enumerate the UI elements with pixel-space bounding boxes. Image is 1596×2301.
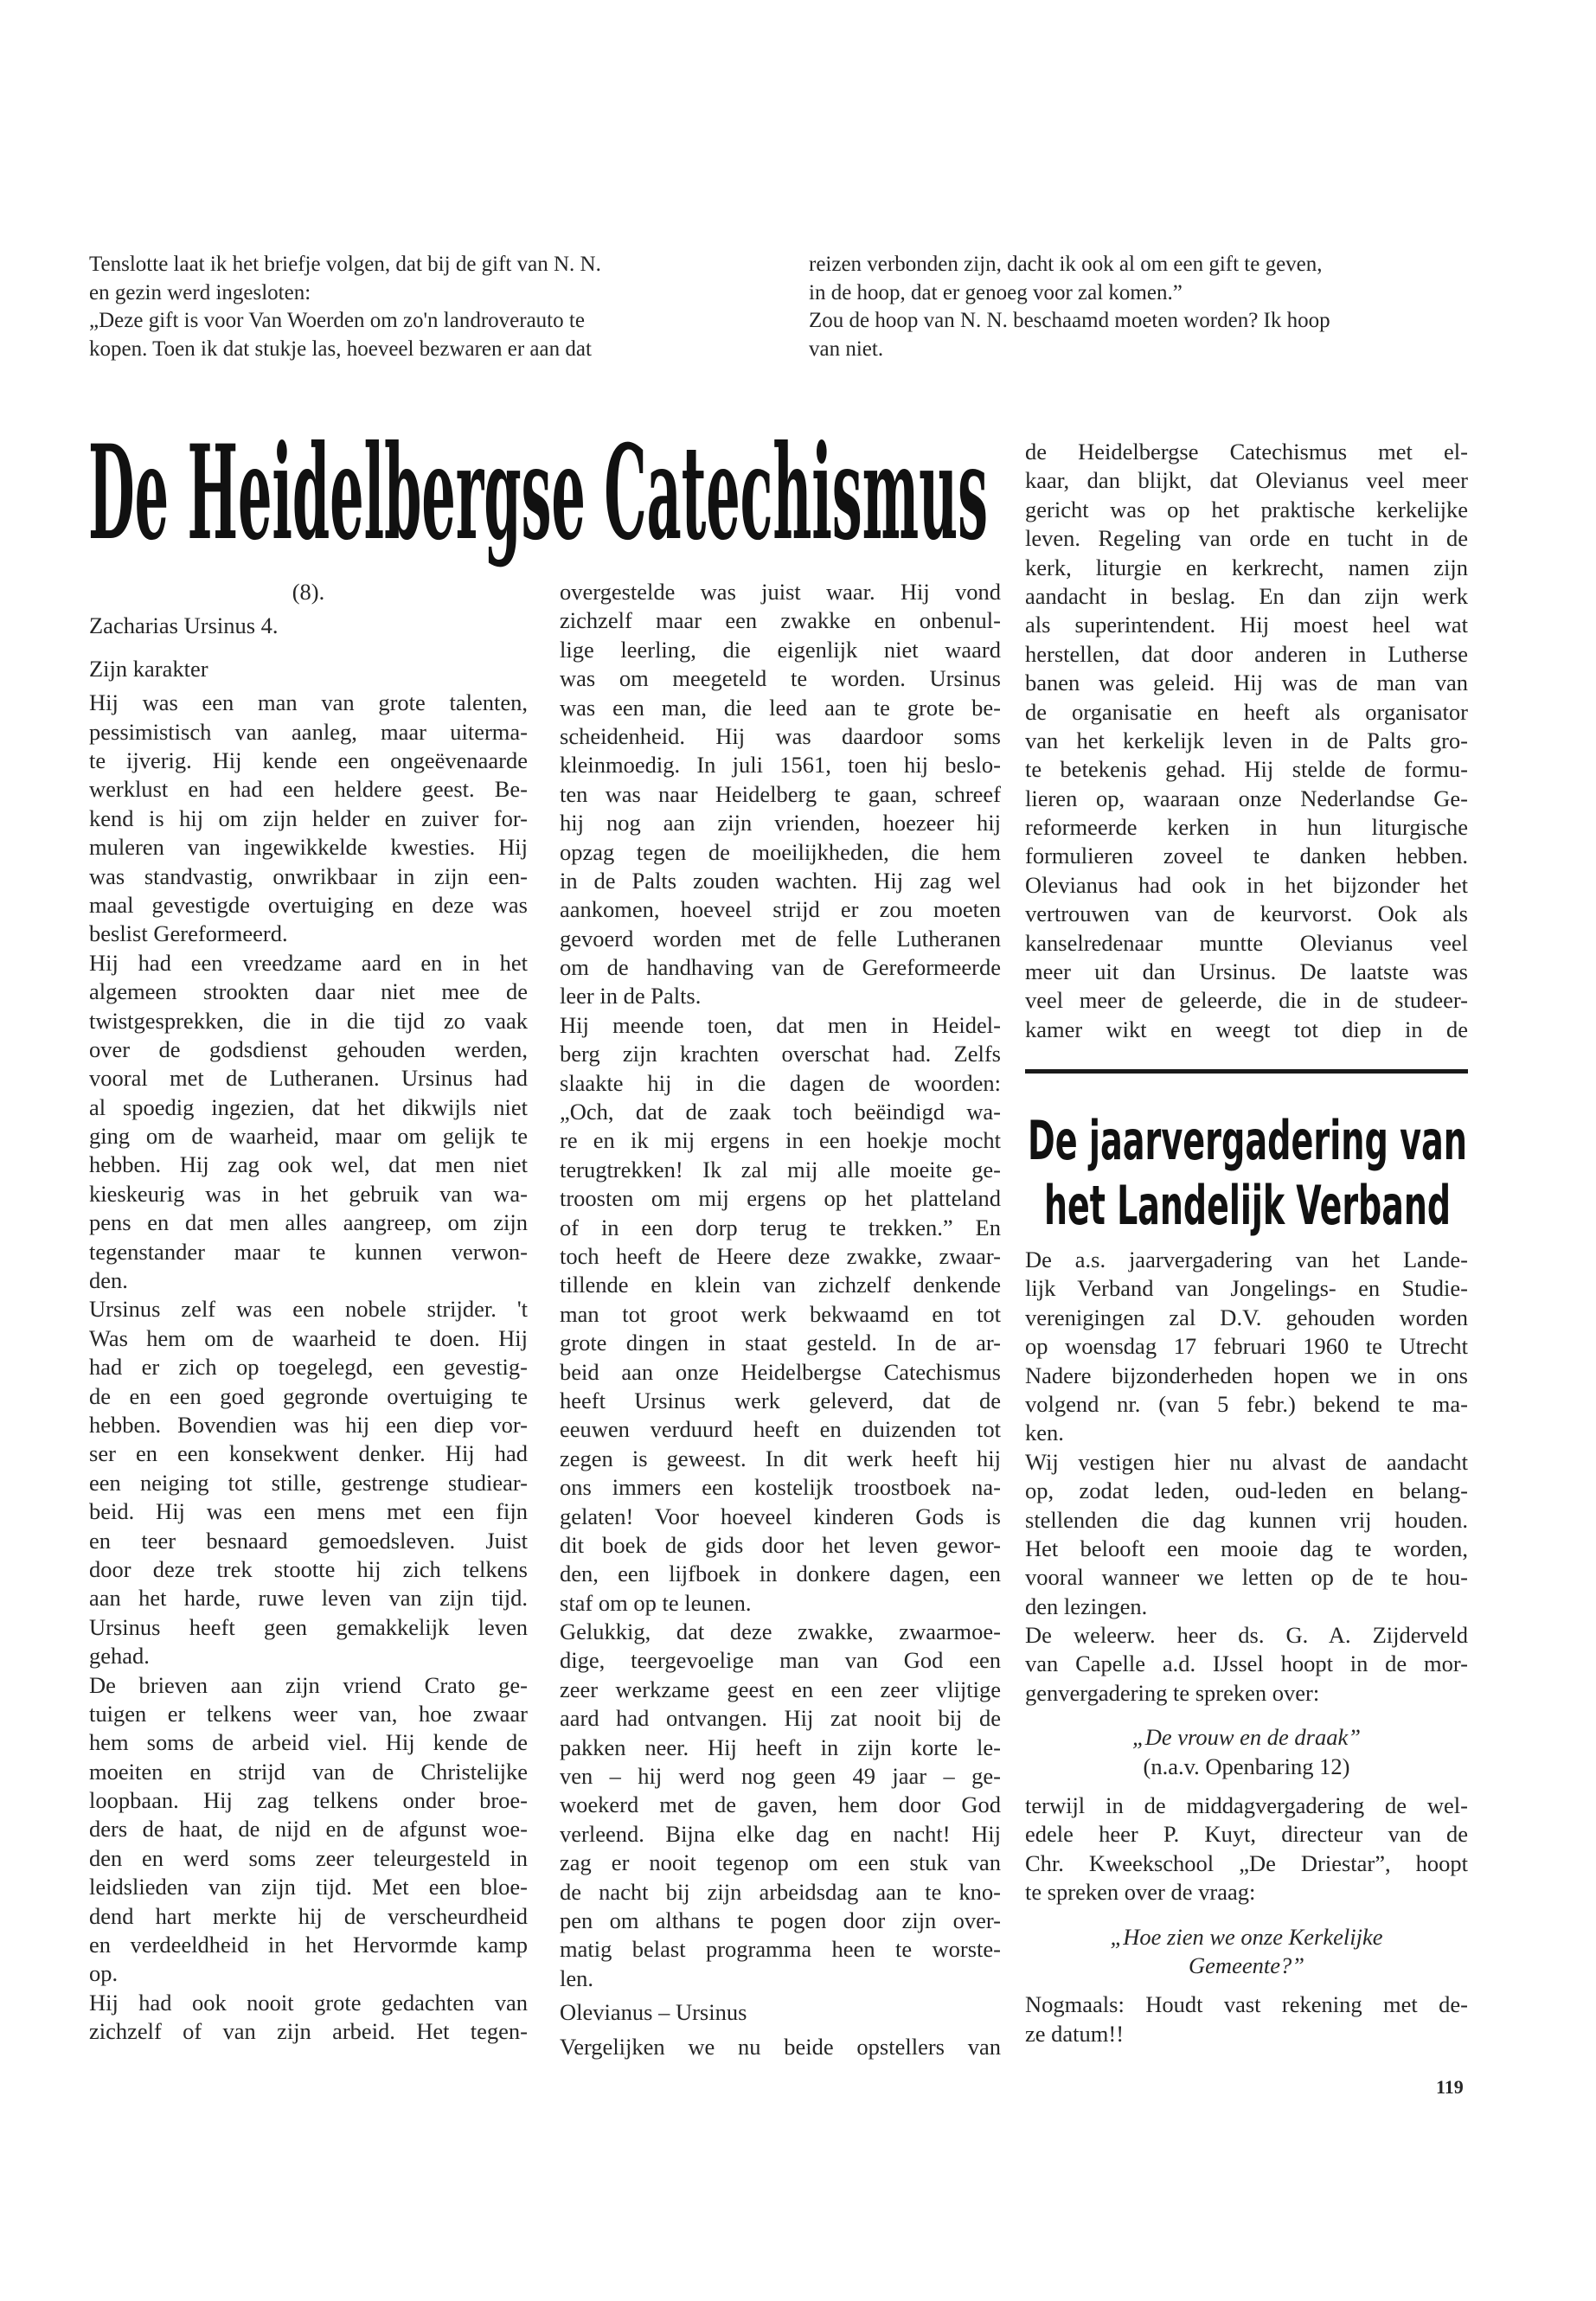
text-line: toch heeft de Heere deze zwakke, zwaar- <box>560 1242 1001 1269</box>
announcement-body <box>1025 1246 1468 2048</box>
subheading: Zacharias Ursinus 4. <box>89 612 279 639</box>
text-line: Het belooft een mooie dag te worden, <box>1025 1535 1468 1561</box>
text-line: zag er nooit tegenop om een stuk van <box>560 1849 1001 1876</box>
paragraph <box>1025 1246 1468 1448</box>
text-line: pakken neer. Hij heeft in zijn korte le- <box>560 1734 1001 1760</box>
text-line: moeiten en strijd van de Christelijke <box>89 1758 528 1785</box>
text-line: berg zijn krachten overschat had. Zelfs <box>560 1041 1001 1067</box>
text-line: terwijl in de middagvergadering de wel- <box>1025 1792 1468 1819</box>
text-line: vertrouwen van de keurvorst. Ook als <box>1025 901 1468 927</box>
text-line: verenigingen zal D.V. gehouden worden <box>1025 1304 1468 1330</box>
text-line: Ursinus zelf was een nobele strijder. 't <box>89 1296 528 1323</box>
announcement-title-line-1: De jaarvergadering van <box>1028 1109 1467 1172</box>
text-line: Gelukkig, dat deze zwakke, zwaarmoe- <box>560 1618 1001 1645</box>
article-column-1 <box>89 578 528 2047</box>
subheading: Olevianus – Ursinus <box>560 1999 747 2026</box>
text-line: Wij vestigen hier nu alvast de aandacht <box>1025 1448 1468 1475</box>
text-line: len. <box>560 1965 593 1991</box>
text-line: De brieven aan zijn vriend Crato ge- <box>89 1671 528 1698</box>
text-line: Olevianus had ook in het bijzonder het <box>1025 871 1468 898</box>
text-line: muleren van ingewikkelde kwesties. Hij <box>89 834 528 861</box>
text-line: reizen verbonden zijn, dacht ik ook al om een gift te geven, <box>809 253 1323 276</box>
text-line: aandacht in beslag. En dan zijn werk <box>1025 582 1468 609</box>
text-line: Chr. Kweekschool „De Driestar”, hoopt <box>1025 1849 1468 1876</box>
text-line: scheidenheid. Hij was daardoor soms <box>560 722 1001 749</box>
centered-line: Gemeente?” <box>1189 1952 1304 1979</box>
text-line: vooral met de Lutheranen. Ursinus had <box>89 1065 528 1092</box>
text-line: staf om op te leunen. <box>560 1589 752 1616</box>
centered-line: „De vrouw en de draak” <box>1132 1724 1361 1751</box>
paragraph <box>560 1618 1001 1993</box>
text-line: lieren op, waaraan onze Nederlandse Ge- <box>1025 785 1468 811</box>
text-line: beid aan onze Heidelbergse Catechismus <box>560 1358 1001 1385</box>
text-line: dit boek de gids door het leven gewor- <box>560 1531 1001 1558</box>
text-line: grote dingen in staat gesteld. In de ar- <box>560 1330 1001 1356</box>
text-line: Hij was een man van grote talenten, <box>89 689 528 716</box>
paragraph <box>89 949 528 1296</box>
text-line: hem soms de arbeid viel. Hij kende de <box>89 1729 528 1756</box>
text-line: Zou de hoop van N. N. beschaamd moeten worden? Ik hoop <box>809 309 1330 332</box>
article-title-text: De Heidelbergse Catechismus <box>88 424 988 569</box>
subheading: Zijn karakter <box>89 655 208 682</box>
text-line: werklust en had een heldere geest. Be- <box>89 776 528 803</box>
text-line: pens en dat men alles aangreep, om zijn <box>89 1209 528 1236</box>
text-line: aan het harde, ruwe leven van zijn tijd. <box>89 1585 528 1612</box>
text-line: lijk Verband van Jongelings- en Studie- <box>1025 1275 1468 1302</box>
text-line: dend hart merkte hij de verscheurdheid <box>89 1902 528 1929</box>
text-line: was een man, die leed aan te grote be- <box>560 694 1001 721</box>
text-line: ken. <box>1025 1420 1064 1446</box>
text-line: zegen is geweest. In dit werk heeft hij <box>560 1445 1001 1471</box>
text-line: „Och, dat de zaak toch beëindigd wa- <box>560 1099 1001 1125</box>
paragraph <box>89 689 528 949</box>
text-line: ons immers een kostelijk troostboek na- <box>560 1474 1001 1501</box>
text-line: aankomen, hoeveel strijd er zou moeten <box>560 896 1001 923</box>
text-line: twistgesprekken, die in die tijd zo vaak <box>89 1007 528 1034</box>
text-line: aard had ontvangen. Hij zat nooit bij de <box>560 1705 1001 1732</box>
paragraph <box>560 2033 1001 2061</box>
paragraph <box>1025 1448 1468 1621</box>
text-line: door deze trek stootte hij zich telkens <box>89 1555 528 1582</box>
text-line: te ijverig. Hij kende een ongeëvenaarde <box>89 747 528 773</box>
text-line: lige leerling, die eigenlijk niet waard <box>560 636 1001 663</box>
paragraph <box>1025 1791 1468 1907</box>
text-line: zeer werkzame geest en een zeer vlijtige <box>560 1676 1001 1702</box>
text-line: op, zodat leden, oud-leden en belang- <box>1025 1477 1468 1504</box>
text-line: de Heidelbergse Catechismus met el- <box>1025 439 1468 465</box>
text-line: om de handhaving van de Gereformeerde <box>560 954 1001 981</box>
text-line: Hij had ook nooit grote gedachten van <box>89 1989 528 2016</box>
text-line: genvergadering te spreken over: <box>1025 1679 1320 1706</box>
text-line: de organisatie en heeft als organisator <box>1025 698 1468 725</box>
text-line: slaakte hij in die dagen de woorden: <box>560 1069 1001 1096</box>
text-line: en verdeeldheid in het Hervormde kamp <box>89 1932 528 1958</box>
centered-line: (n.a.v. Openbaring 12) <box>1143 1753 1350 1779</box>
text-line: had er zich op toegelegd, een gevestig- <box>89 1354 528 1381</box>
text-line: pessimistisch van aanleg, maar uiterma- <box>89 718 528 745</box>
text-line: ser en een konsekwent denker. Hij had <box>89 1440 528 1467</box>
text-line: verleend. Bijna elke dag en nacht! Hij <box>560 1820 1001 1847</box>
paragraph <box>89 1671 528 1989</box>
article-column-3 <box>1025 438 1468 1044</box>
text-line: banen was geleid. Hij was de man van <box>1025 670 1468 696</box>
text-line: ven – hij werd nog geen 49 jaar – ge- <box>560 1763 1001 1790</box>
text-line: Nadere bijzonderheden hopen we in ons <box>1025 1362 1468 1388</box>
text-line: algemeen strookten daar niet mee de <box>89 978 528 1005</box>
announcement-title <box>1025 1099 1471 1241</box>
text-line: kanselredenaar muntte Olevianus veel <box>1025 929 1468 956</box>
text-line: en teer besnaard gemoedsleven. Juist <box>89 1527 528 1554</box>
paragraph <box>1025 1990 1468 2048</box>
text-line: gelaten! Voor hoeveel kinderen Gods is <box>560 1503 1001 1529</box>
section-divider <box>1025 1069 1468 1074</box>
text-line: den. <box>89 1267 128 1294</box>
text-line: zichzelf of van zijn arbeid. Het tegen- <box>89 2018 528 2045</box>
text-line: Hij meende toen, dat men in Heidel- <box>560 1011 1001 1038</box>
text-line: te betekenis gehad. Hij stelde de formu- <box>1025 756 1468 783</box>
text-line: tuigen er telkens weer van, hoe zwaar <box>89 1700 528 1727</box>
paragraph <box>89 1295 528 1670</box>
text-line: Hij had een vreedzame aard en in het <box>89 949 528 976</box>
paragraph <box>1025 1621 1468 1708</box>
paragraph <box>89 1989 528 2047</box>
text-line: edele heer P. Kuyt, directeur van de <box>1025 1821 1468 1848</box>
text-line: meer uit dan Ursinus. De laatste was <box>1025 958 1468 985</box>
text-line: leidslieden van zijn tijd. Met een bloe- <box>89 1874 528 1900</box>
text-line: den, een lijfboek in donkere dagen, een <box>560 1561 1001 1587</box>
text-line: man tot groot werk bekwaamd en tot <box>560 1300 1001 1327</box>
text-line: in de hoop, dat er genoeg voor zal komen.” <box>809 280 1183 304</box>
text-line: hebben. Hij zag ook wel, dat men niet <box>89 1151 528 1178</box>
announcement-title-line-2: het Landelijk Verband <box>1044 1174 1451 1237</box>
text-line: een neiging tot stille, gestrenge studiear- <box>89 1469 528 1496</box>
text-line: in de Palts zouden wachten. Hij zag wel <box>560 867 1001 894</box>
text-line: kleinmoedig. In juli 1561, toen hij beslo- <box>560 752 1001 779</box>
text-line: van Capelle a.d. IJssel hoopt in de mor- <box>1025 1650 1468 1677</box>
text-line: dige, teergevoelige man van God een <box>560 1647 1001 1674</box>
text-line: tillende en klein van zichzelf denkende <box>560 1272 1001 1298</box>
text-line: en gezin werd ingesloten: <box>89 280 311 304</box>
text-line: troosten om mij ergens op het platteland <box>560 1185 1001 1212</box>
text-line: veel meer de geleerde, die in de studeer- <box>1025 987 1468 1014</box>
text-line: als superintendent. Hij moest heel wat <box>1025 612 1468 638</box>
text-line: Vergelijken we nu beide opstellers van <box>560 2033 1001 2060</box>
text-line: te spreken over de vraag: <box>1025 1879 1256 1906</box>
text-line: kopen. Toen ik dat stukje las, hoeveel bezwaren er aan dat <box>89 336 592 361</box>
text-line: re en ik mij ergens in een hoekje mocht <box>560 1127 1001 1154</box>
text-line: matig belast programma heen te worste- <box>560 1936 1001 1963</box>
text-line: beid. Hij was een mens met een fijn <box>89 1498 528 1525</box>
text-line: loopbaan. Hij zag telkens onder broe- <box>89 1787 528 1814</box>
text-line: gericht was op het praktische kerkelijke <box>1025 496 1468 522</box>
text-line: opzag tegen de moeilijkheden, die hem <box>560 838 1001 865</box>
text-line: den lezingen. <box>1025 1593 1148 1619</box>
text-line: De weleerw. heer ds. G. A. Zijderveld <box>1025 1622 1468 1649</box>
text-line: al spoedig ingezien, dat het dikwijls niet <box>89 1093 528 1120</box>
text-line: eeuwen verduurd heeft en duizenden tot <box>560 1416 1001 1443</box>
text-line: woekerd met de gaven, hem door God <box>560 1791 1001 1818</box>
text-line: „Deze gift is voor Van Woerden om zo'n landroverauto te <box>89 309 585 332</box>
text-line: vooral wanneer we letten op de te hou- <box>1025 1564 1468 1591</box>
text-line: De a.s. jaarvergadering van het Lande- <box>1025 1247 1468 1272</box>
text-line: heeft Ursinus werk geleverd, dat de <box>560 1387 1001 1413</box>
text-line: de nacht bij zijn arbeidsdag aan te kno- <box>560 1878 1001 1905</box>
text-line: gevoerd worden met de felle Lutheranen <box>560 925 1001 952</box>
paragraph <box>560 1011 1001 1618</box>
text-line: ze datum!! <box>1025 2020 1125 2047</box>
page-number: 119 <box>1436 2076 1464 2098</box>
text-line: leven. Regeling van orde en tucht in de <box>1025 525 1468 552</box>
text-line: leer in de Palts. <box>560 983 702 1009</box>
text-line: tegenstander maar te kunnen verwon- <box>89 1238 528 1265</box>
text-line: pen om althans te pogen door zijn over- <box>560 1907 1001 1933</box>
text-line: hij nog aan zijn vrienden, hoezeer hij <box>560 810 1001 836</box>
text-line: hebben. Bovendien was hij een diep vor- <box>89 1411 528 1438</box>
text-line: kamer wikt en weegt tot diep in de <box>1025 1016 1468 1042</box>
text-line: van het kerkelijk leven in de Palts gro- <box>1025 727 1468 753</box>
text-line: de en een goed gegronde overtuiging te <box>89 1382 528 1409</box>
text-line: formulieren zoveel te danken hebben. <box>1025 843 1468 869</box>
centered-line: „Hoe zien we onze Kerkelijke <box>1110 1923 1383 1950</box>
article-title <box>87 424 990 580</box>
previous-article-left <box>89 251 748 363</box>
text-line: maal gevestigde overtuiging en deze was <box>89 891 528 918</box>
previous-article-right <box>809 251 1468 363</box>
paragraph <box>560 578 1001 1011</box>
centered-line: (8). <box>292 579 325 605</box>
text-line: was standvastig, onwrikbaar in zijn een- <box>89 862 528 889</box>
text-line: ging om de waarheid, maar om gelijk te <box>89 1123 528 1150</box>
text-line: kaar, dan blijkt, dat Olevianus veel meer <box>1025 467 1468 494</box>
text-line: ten was naar Heidelberg te gaan, schreef <box>560 780 1001 807</box>
text-line: den en werd soms zeer teleurgesteld in <box>89 1844 528 1871</box>
text-line: terugtrekken! Ik zal mij alle moeite ge- <box>560 1156 1001 1183</box>
text-line: beslist Gereformeerd. <box>89 920 288 947</box>
text-line: stellenden die dag kunnen vrij houden. <box>1025 1506 1468 1533</box>
text-line: kend is hij om zijn helder en zuiver for- <box>89 804 528 831</box>
text-line: gehad. <box>89 1643 150 1670</box>
text-line: kieskeurig was in het gebruik van wa- <box>89 1180 528 1207</box>
text-line: ders de haat, de nijd en de afgunst woe- <box>89 1816 528 1843</box>
text-line: of in een dorp terug te trekken.” En <box>560 1214 1001 1240</box>
text-line: Was hem om de waarheid te doen. Hij <box>89 1324 528 1351</box>
text-line: Tenslotte laat ik het briefje volgen, dat bij de gift van N. N. <box>89 253 601 276</box>
text-line: Nogmaals: Houdt vast rekening met de- <box>1025 1991 1468 2018</box>
text-line: op. <box>89 1960 119 1987</box>
text-line: zichzelf maar een zwakke en onbenul- <box>560 607 1001 634</box>
text-line: was om meegeteld te worden. Ursinus <box>560 665 1001 692</box>
text-line: van niet. <box>809 336 884 361</box>
text-line: op woensdag 17 februari 1960 te Utrecht <box>1025 1333 1468 1360</box>
text-line: over de godsdienst gehouden werden, <box>89 1035 528 1062</box>
text-line: volgend nr. (van 5 febr.) bekend te ma- <box>1025 1390 1468 1417</box>
text-line: kerk, liturgie en kerkrecht, namen zijn <box>1025 554 1468 580</box>
article-column-2 <box>560 578 1001 2061</box>
text-line: reformeerde kerken in hun liturgische <box>1025 814 1468 841</box>
text-line: Ursinus heeft geen gemakkelijk leven <box>89 1613 528 1640</box>
paragraph <box>1025 438 1468 1044</box>
text-line: herstellen, dat door anderen in Lutherse <box>1025 640 1468 667</box>
text-line: overgestelde was juist waar. Hij vond <box>560 579 1001 605</box>
